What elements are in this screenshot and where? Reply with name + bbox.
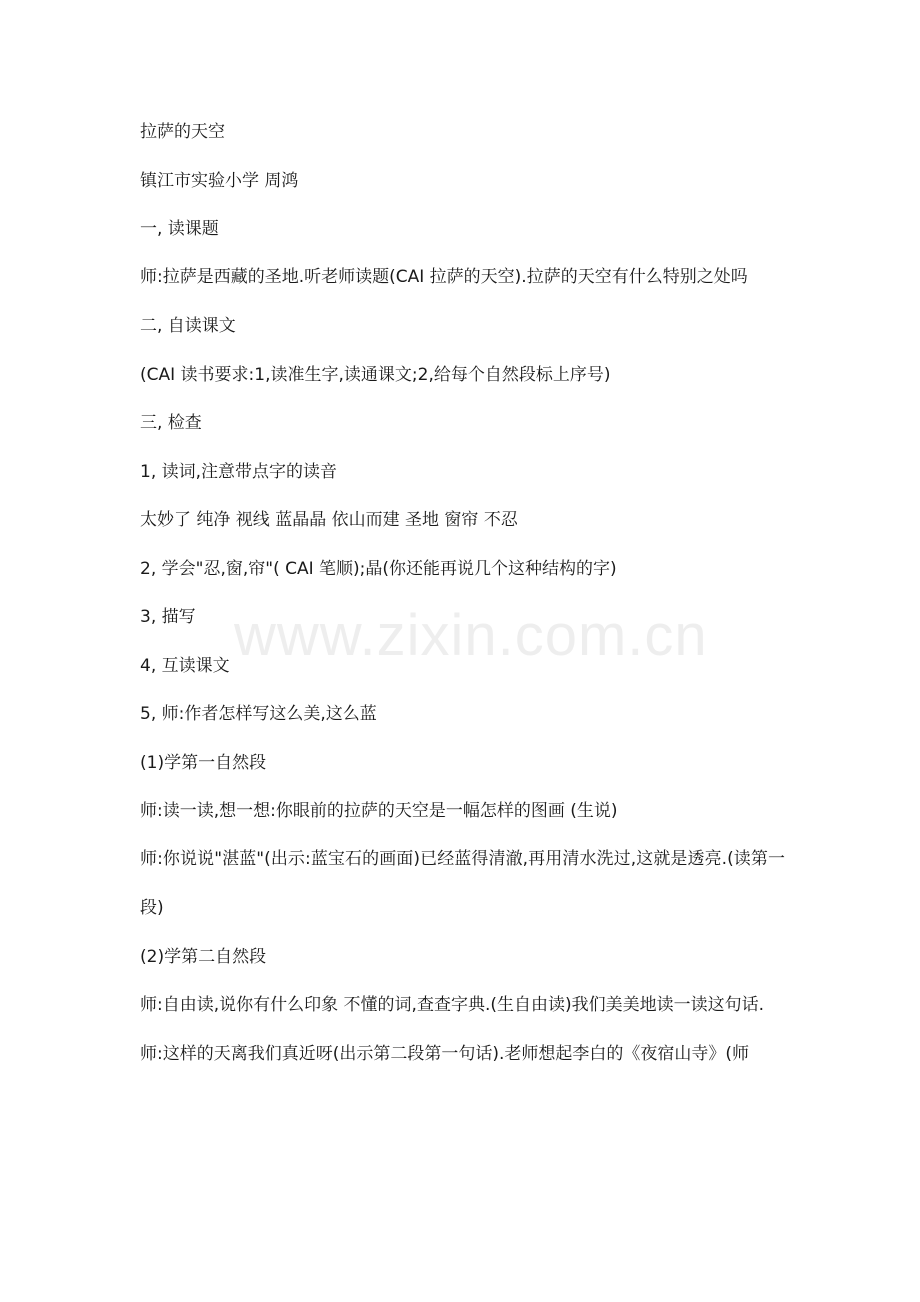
list-item-read-words: 1, 读词,注意带点字的读音	[140, 461, 338, 482]
paragraph-free-reading: 师:自由读,说你有什么印象 不懂的词,查查字典.(生自由读)我们美美地读一读这句话.	[140, 994, 765, 1015]
paragraph-cai-requirements: (CAI 读书要求:1,读准生字,读通课文;2,给每个自然段标上序号)	[140, 364, 611, 385]
paragraph-sky-close: 师:这样的天离我们真近呀(出示第二段第一句话).老师想起李白的《夜宿山寺》(师	[140, 1043, 750, 1064]
paragraph-read-and-think: 师:读一读,想一想:你眼前的拉萨的天空是一幅怎样的图画 (生说)	[140, 801, 618, 821]
heading-self-read: 二, 自读课文	[140, 316, 236, 336]
subheading-paragraph-two: (2)学第二自然段	[140, 946, 267, 967]
document-body	[140, 118, 785, 1088]
list-item-learn-characters: 2, 学会"忍,窗,帘"( CAI 笔顺);晶(你还能再说几个这种结构的字)	[140, 558, 617, 579]
heading-read-title: 一, 读课题	[140, 219, 219, 239]
document-author: 镇江市实验小学 周鸿	[140, 170, 299, 191]
list-item-teacher-question: 5, 师:作者怎样写这么美,这么蓝	[140, 704, 377, 724]
list-item-read-mutually: 4, 互读课文	[140, 655, 230, 676]
heading-check: 三, 检查	[140, 413, 202, 433]
list-item-describe: 3, 描写	[140, 607, 196, 627]
vocabulary-words: 太妙了 纯净 视线 蓝晶晶 依山而建 圣地 窗帘 不忍	[140, 510, 518, 530]
paragraph-teacher-intro: 师:拉萨是西藏的圣地.听老师读题(CAI 拉萨的天空).拉萨的天空有什么特别之处吗	[140, 267, 748, 288]
document-title: 拉萨的天空	[140, 122, 225, 142]
paragraph-deep-blue: 师:你说说"湛蓝"(出示:蓝宝石的画面)已经蓝得清澈,再用清水洗过,这就是透亮.(读第一段)	[140, 849, 785, 918]
watermark-text: www.zixin.com.cn	[234, 603, 708, 668]
subheading-paragraph-one: (1)学第一自然段	[140, 752, 267, 773]
